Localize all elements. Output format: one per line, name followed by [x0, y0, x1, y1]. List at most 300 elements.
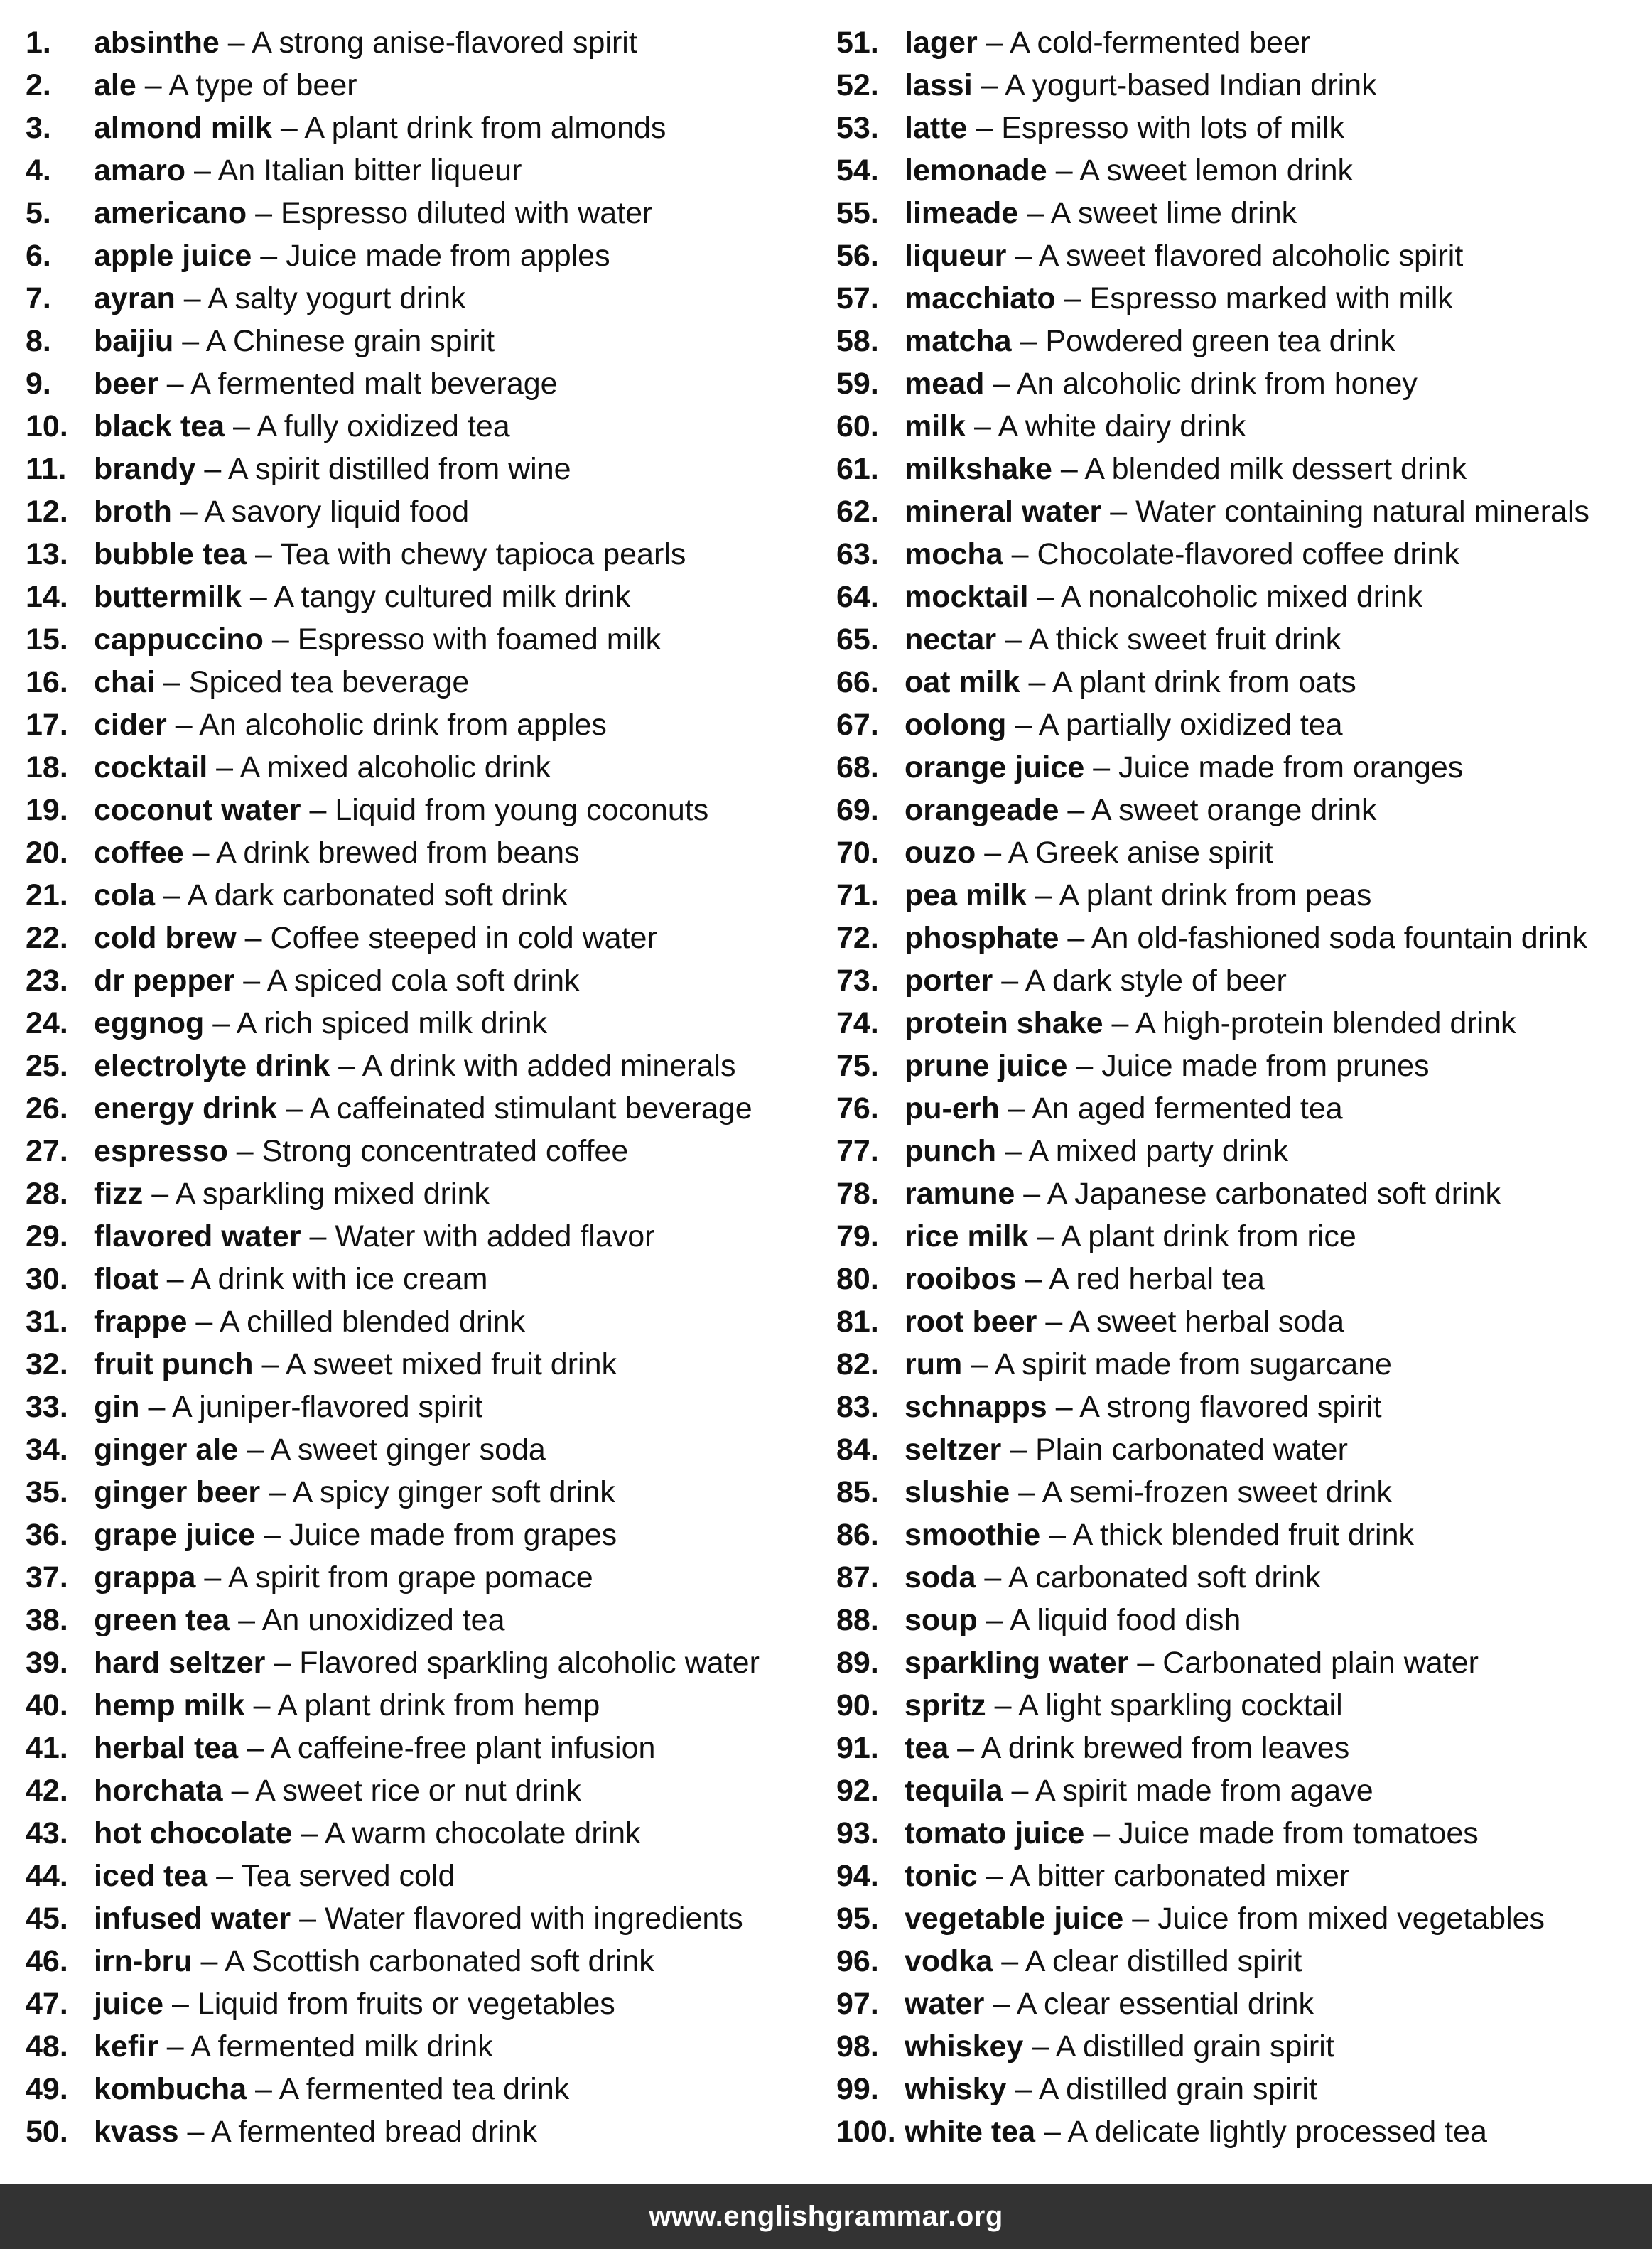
list-item: [26, 1471, 828, 1514]
item-definition: A delicate lightly processed tea: [1067, 2115, 1487, 2149]
item-number: 31.: [26, 1305, 68, 1339]
item-term: phosphate: [905, 921, 1059, 955]
list-item: [26, 703, 828, 746]
item-term: cola: [94, 878, 156, 912]
item-definition: A salty yogurt drink: [207, 281, 466, 315]
item-definition: A plant drink from almonds: [304, 111, 666, 145]
item-number: 13.: [26, 537, 68, 571]
list-item: [836, 533, 1639, 576]
item-definition: A sweet orange drink: [1091, 793, 1377, 827]
dash-separator: –: [249, 580, 267, 614]
item-term: oat milk: [905, 665, 1020, 699]
dash-separator: –: [1132, 1902, 1150, 1936]
item-definition: Coffee steeped in cold water: [270, 921, 657, 955]
item-term: ale: [94, 68, 136, 102]
item-number: 45.: [26, 1902, 68, 1936]
item-number: 49.: [26, 2072, 68, 2106]
item-term: water: [905, 1987, 985, 2021]
item-term: mocha: [905, 537, 1003, 571]
item-number: 16.: [26, 665, 68, 699]
dash-separator: –: [1008, 1091, 1025, 1126]
item-number: 14.: [26, 580, 68, 614]
item-number: 62.: [836, 495, 879, 529]
item-definition: A fermented milk drink: [190, 2029, 493, 2064]
item-term: iced tea: [94, 1859, 208, 1893]
item-definition: An unoxidized tea: [261, 1603, 505, 1637]
item-definition: An Italian bitter liqueur: [217, 153, 522, 188]
item-term: brandy: [94, 452, 196, 486]
footer-url[interactable]: www.englishgrammar.org: [649, 2200, 1003, 2232]
item-definition: Juice made from apples: [286, 239, 610, 273]
item-number: 83.: [836, 1390, 879, 1424]
item-definition: Liquid from young coconuts: [335, 793, 709, 827]
item-number: 93.: [836, 1816, 879, 1850]
item-number: 80.: [836, 1262, 879, 1296]
item-number: 53.: [836, 111, 879, 145]
dash-separator: –: [986, 1859, 1003, 1893]
item-definition: A distilled grain spirit: [1038, 2072, 1317, 2106]
item-term: lemonade: [905, 153, 1047, 188]
item-definition: A chilled blended drink: [219, 1305, 526, 1339]
item-number: 60.: [836, 409, 879, 443]
item-term: irn-bru: [94, 1944, 193, 1978]
item-definition: Strong concentrated coffee: [261, 1134, 629, 1168]
item-term: fruit punch: [94, 1347, 254, 1381]
dash-separator: –: [260, 239, 278, 273]
item-term: baijiu: [94, 324, 174, 358]
dash-separator: –: [994, 1688, 1012, 1722]
dash-separator: –: [1037, 1219, 1054, 1253]
list-item: [26, 1855, 828, 1897]
item-number: 19.: [26, 793, 68, 827]
item-number: 79.: [836, 1219, 879, 1253]
dash-separator: –: [1043, 2115, 1061, 2149]
item-definition: Chocolate-flavored coffee drink: [1037, 537, 1459, 571]
dash-separator: –: [194, 153, 211, 188]
list-item: [26, 661, 828, 703]
item-term: vodka: [905, 1944, 993, 1978]
list-item: [836, 789, 1639, 831]
item-term: hemp milk: [94, 1688, 245, 1722]
item-definition: A mixed alcoholic drink: [239, 750, 551, 784]
item-number: 8.: [26, 324, 51, 358]
list-item: [836, 1130, 1639, 1172]
item-number: 82.: [836, 1347, 879, 1381]
item-definition: A distilled grain spirit: [1055, 2029, 1334, 2064]
item-definition: An alcoholic drink from honey: [1016, 367, 1418, 401]
item-definition: A thick blended fruit drink: [1072, 1518, 1415, 1552]
dash-separator: –: [253, 1688, 271, 1722]
dash-separator: –: [263, 1518, 281, 1552]
dash-separator: –: [1011, 537, 1029, 571]
item-definition: A fermented malt beverage: [190, 367, 558, 401]
dash-separator: –: [243, 964, 261, 998]
dash-separator: –: [309, 793, 327, 827]
dash-separator: –: [216, 750, 234, 784]
item-term: vegetable juice: [905, 1902, 1124, 1936]
dash-separator: –: [1037, 580, 1054, 614]
item-term: electrolyte drink: [94, 1049, 330, 1083]
dash-separator: –: [986, 1603, 1003, 1637]
dash-separator: –: [1060, 452, 1078, 486]
dash-separator: –: [1137, 1646, 1155, 1680]
item-number: 64.: [836, 580, 879, 614]
item-term: chai: [94, 665, 156, 699]
dash-separator: –: [976, 111, 993, 145]
item-number: 88.: [836, 1603, 879, 1637]
list-item: [26, 1769, 828, 1812]
list-item: [836, 1258, 1639, 1300]
item-term: rooibos: [905, 1262, 1017, 1296]
dash-separator: –: [175, 708, 193, 742]
list-item: [26, 362, 828, 405]
list-item: [26, 1386, 828, 1428]
list-item: [26, 1343, 828, 1386]
item-number: 55.: [836, 196, 879, 230]
list-item: [26, 2068, 828, 2110]
item-definition: Water with added flavor: [335, 1219, 655, 1253]
item-definition: Juice made from oranges: [1118, 750, 1464, 784]
item-definition: A semi-frozen sweet drink: [1042, 1475, 1392, 1509]
item-number: 89.: [836, 1646, 879, 1680]
item-term: white tea: [905, 2115, 1035, 2149]
item-definition: Juice from mixed vegetables: [1157, 1902, 1545, 1936]
dash-separator: –: [1111, 1006, 1129, 1040]
item-definition: A dark style of beer: [1025, 964, 1287, 998]
item-term: ouzo: [905, 836, 976, 870]
item-term: porter: [905, 964, 993, 998]
item-term: soda: [905, 1560, 976, 1595]
item-definition: A mixed party drink: [1028, 1134, 1289, 1168]
list-item: [26, 618, 828, 661]
item-definition: A Scottish carbonated soft drink: [225, 1944, 654, 1978]
list-item: [26, 490, 828, 533]
list-item: [26, 1428, 828, 1471]
item-number: 100.: [836, 2115, 896, 2149]
dash-separator: –: [261, 1347, 279, 1381]
dash-separator: –: [984, 1560, 1002, 1595]
dash-separator: –: [200, 1944, 218, 1978]
item-number: 78.: [836, 1177, 879, 1211]
dash-separator: –: [216, 1859, 234, 1893]
item-term: kvass: [94, 2115, 179, 2149]
item-number: 69.: [836, 793, 879, 827]
item-term: float: [94, 1262, 158, 1296]
item-definition: Liquid from fruits or vegetables: [197, 1987, 615, 2021]
list-item: [836, 1812, 1639, 1855]
item-definition: An aged fermented tea: [1032, 1091, 1343, 1126]
list-item: [836, 1087, 1639, 1130]
item-definition: Tea served cold: [241, 1859, 455, 1893]
item-term: lassi: [905, 68, 973, 102]
item-definition: A plant drink from oats: [1052, 665, 1356, 699]
list-item: [26, 107, 828, 149]
dash-separator: –: [301, 1816, 318, 1850]
dash-separator: –: [1093, 1816, 1111, 1850]
dash-separator: –: [286, 1091, 303, 1126]
item-term: herbal tea: [94, 1731, 239, 1765]
list-item: [26, 1172, 828, 1215]
item-term: rice milk: [905, 1219, 1029, 1253]
item-definition: A high-protein blended drink: [1135, 1006, 1516, 1040]
item-term: grape juice: [94, 1518, 256, 1552]
list-item: [26, 405, 828, 448]
item-number: 3.: [26, 111, 51, 145]
dash-separator: –: [1015, 2072, 1032, 2106]
item-term: coffee: [94, 836, 184, 870]
item-number: 6.: [26, 239, 51, 273]
dash-separator: –: [151, 1177, 169, 1211]
item-term: liqueur: [905, 239, 1007, 273]
item-definition: A plant drink from rice: [1060, 1219, 1356, 1253]
list-item: [836, 874, 1639, 917]
list-item: [26, 1940, 828, 1983]
list-item: [26, 2110, 828, 2153]
item-number: 33.: [26, 1390, 68, 1424]
item-term: tea: [905, 1731, 949, 1765]
item-term: hard seltzer: [94, 1646, 266, 1680]
item-term: tonic: [905, 1859, 978, 1893]
list-item: [836, 64, 1639, 107]
list-item: [836, 1641, 1639, 1684]
item-number: 56.: [836, 239, 879, 273]
list-item: [836, 149, 1639, 192]
item-term: horchata: [94, 1774, 223, 1808]
item-number: 47.: [26, 1987, 68, 2021]
item-number: 63.: [836, 537, 879, 571]
item-definition: A yogurt-based Indian drink: [1005, 68, 1377, 102]
list-item: [26, 1599, 828, 1641]
dash-separator: –: [309, 1219, 327, 1253]
item-term: black tea: [94, 409, 225, 443]
item-definition: Spiced tea beverage: [188, 665, 470, 699]
item-definition: A blended milk dessert drink: [1084, 452, 1467, 486]
item-number: 58.: [836, 324, 879, 358]
dash-separator: –: [183, 281, 201, 315]
list-item: [836, 1727, 1639, 1769]
item-definition: Tea with chewy tapioca pearls: [280, 537, 686, 571]
list-item: [836, 277, 1639, 320]
item-definition: A sweet ginger soda: [270, 1433, 546, 1467]
item-number: 43.: [26, 1816, 68, 1850]
list-item: [26, 746, 828, 789]
item-number: 38.: [26, 1603, 68, 1637]
item-term: matcha: [905, 324, 1012, 358]
item-term: eggnog: [94, 1006, 205, 1040]
dash-separator: –: [244, 921, 262, 955]
item-number: 74.: [836, 1006, 879, 1040]
item-term: oolong: [905, 708, 1007, 742]
item-definition: Espresso with foamed milk: [297, 622, 662, 657]
list-item: [26, 2025, 828, 2068]
item-term: beer: [94, 367, 158, 401]
dash-separator: –: [255, 2072, 272, 2106]
dash-separator: –: [247, 1433, 264, 1467]
list-item: [26, 1300, 828, 1343]
dash-separator: –: [1010, 1433, 1027, 1467]
item-number: 28.: [26, 1177, 68, 1211]
item-term: cold brew: [94, 921, 237, 955]
item-definition: Water flavored with ingredients: [325, 1902, 743, 1936]
dash-separator: –: [1015, 708, 1032, 742]
item-definition: A fermented tea drink: [279, 2072, 570, 2106]
item-term: orange juice: [905, 750, 1085, 784]
item-number: 27.: [26, 1134, 68, 1168]
list-item: [26, 234, 828, 277]
item-number: 70.: [836, 836, 879, 870]
item-definition: A red herbal tea: [1049, 1262, 1265, 1296]
dash-separator: –: [255, 196, 272, 230]
item-number: 98.: [836, 2029, 879, 2064]
left-column: [26, 21, 828, 2153]
item-definition: A warm chocolate drink: [324, 1816, 641, 1850]
item-number: 59.: [836, 367, 879, 401]
item-number: 24.: [26, 1006, 68, 1040]
item-term: cider: [94, 708, 167, 742]
item-definition: A sweet mixed fruit drink: [285, 1347, 617, 1381]
item-number: 10.: [26, 409, 68, 443]
item-term: schnapps: [905, 1390, 1047, 1424]
item-number: 87.: [836, 1560, 879, 1595]
item-definition: A clear distilled spirit: [1025, 1944, 1302, 1978]
item-number: 2.: [26, 68, 51, 102]
item-definition: Water containing natural minerals: [1135, 495, 1589, 529]
item-number: 32.: [26, 1347, 68, 1381]
list-item: [836, 661, 1639, 703]
item-term: gin: [94, 1390, 140, 1424]
item-number: 84.: [836, 1433, 879, 1467]
item-term: punch: [905, 1134, 996, 1168]
list-item: [26, 1556, 828, 1599]
item-number: 35.: [26, 1475, 68, 1509]
item-term: seltzer: [905, 1433, 1002, 1467]
list-item: [26, 64, 828, 107]
item-definition: Juice made from grapes: [288, 1518, 617, 1552]
list-item: [26, 1897, 828, 1940]
list-item: [836, 448, 1639, 490]
item-term: orangeade: [905, 793, 1059, 827]
item-term: nectar: [905, 622, 997, 657]
item-term: soup: [905, 1603, 978, 1637]
item-number: 44.: [26, 1859, 68, 1893]
dash-separator: –: [1018, 1475, 1036, 1509]
dash-separator: –: [1067, 793, 1085, 827]
list-item: [836, 1514, 1639, 1556]
item-definition: A carbonated soft drink: [1008, 1560, 1321, 1595]
dash-separator: –: [233, 409, 250, 443]
item-definition: A Greek anise spirit: [1008, 836, 1273, 870]
list-item: [26, 1727, 828, 1769]
item-term: infused water: [94, 1902, 291, 1936]
item-term: green tea: [94, 1603, 230, 1637]
dash-separator: –: [166, 1262, 184, 1296]
footer-bar: [0, 2184, 1652, 2249]
item-term: rum: [905, 1347, 963, 1381]
list-item: [836, 2110, 1639, 2153]
item-definition: Espresso marked with milk: [1089, 281, 1453, 315]
item-number: 26.: [26, 1091, 68, 1126]
list-item: [26, 1130, 828, 1172]
item-definition: A sweet lime drink: [1050, 196, 1297, 230]
item-definition: Plain carbonated water: [1035, 1433, 1348, 1467]
item-definition: Powdered green tea drink: [1045, 324, 1395, 358]
list-item: [836, 362, 1639, 405]
item-term: root beer: [905, 1305, 1037, 1339]
right-column: [836, 21, 1639, 2153]
list-item: [836, 959, 1639, 1002]
item-number: 96.: [836, 1944, 879, 1978]
item-definition: A sweet herbal soda: [1069, 1305, 1345, 1339]
item-number: 36.: [26, 1518, 68, 1552]
item-number: 66.: [836, 665, 879, 699]
item-number: 75.: [836, 1049, 879, 1083]
list-item: [26, 1812, 828, 1855]
dash-separator: –: [1011, 1774, 1029, 1808]
item-term: americano: [94, 196, 247, 230]
item-number: 90.: [836, 1688, 879, 1722]
item-definition: A drink with ice cream: [190, 1262, 488, 1296]
item-term: tomato juice: [905, 1816, 1085, 1850]
dash-separator: –: [957, 1731, 975, 1765]
item-definition: A spirit distilled from wine: [227, 452, 571, 486]
list-item: [836, 1300, 1639, 1343]
list-item: [836, 2025, 1639, 2068]
item-term: flavored water: [94, 1219, 301, 1253]
dash-separator: –: [247, 1731, 264, 1765]
item-number: 22.: [26, 921, 68, 955]
dash-separator: –: [984, 836, 1002, 870]
item-definition: A spirit from grape pomace: [227, 1560, 593, 1595]
item-number: 71.: [836, 878, 879, 912]
item-definition: A strong anise-flavored spirit: [252, 26, 637, 60]
list-item: [26, 874, 828, 917]
item-definition: An alcoholic drink from apples: [199, 708, 607, 742]
item-number: 61.: [836, 452, 879, 486]
dash-separator: –: [204, 1560, 222, 1595]
item-term: spritz: [905, 1688, 986, 1722]
item-term: mocktail: [905, 580, 1029, 614]
item-number: 7.: [26, 281, 51, 315]
item-definition: A sweet rice or nut drink: [255, 1774, 581, 1808]
dash-separator: –: [993, 367, 1010, 401]
item-number: 1.: [26, 26, 51, 60]
dash-separator: –: [166, 2029, 184, 2064]
dash-separator: –: [163, 878, 180, 912]
dash-separator: –: [1032, 2029, 1049, 2064]
item-number: 17.: [26, 708, 68, 742]
item-definition: A plant drink from peas: [1059, 878, 1372, 912]
dash-separator: –: [163, 665, 180, 699]
item-term: grappa: [94, 1560, 196, 1595]
item-term: milkshake: [905, 452, 1052, 486]
dash-separator: –: [166, 367, 184, 401]
list-item: [836, 1172, 1639, 1215]
dash-separator: –: [148, 1390, 166, 1424]
item-number: 52.: [836, 68, 879, 102]
item-term: ginger beer: [94, 1475, 261, 1509]
item-number: 68.: [836, 750, 879, 784]
list-item: [836, 703, 1639, 746]
dash-separator: –: [993, 1987, 1010, 2021]
item-number: 21.: [26, 878, 68, 912]
list-item: [836, 576, 1639, 618]
item-term: macchiato: [905, 281, 1056, 315]
item-definition: A white dairy drink: [998, 409, 1246, 443]
item-number: 34.: [26, 1433, 68, 1467]
item-number: 94.: [836, 1859, 879, 1893]
dash-separator: –: [280, 111, 298, 145]
item-definition: A sweet lemon drink: [1079, 153, 1353, 188]
